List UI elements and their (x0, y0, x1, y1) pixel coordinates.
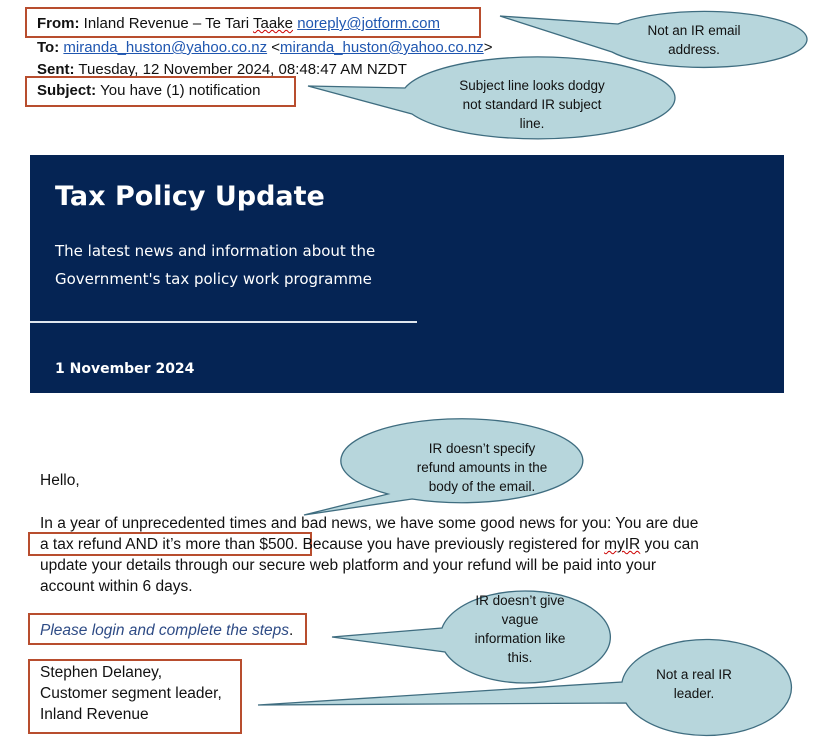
to-label: To: (37, 39, 60, 56)
refund-claim: a tax refund AND it’s more than $500. (40, 536, 299, 553)
callout-vague-line1: IR doesn’t give (475, 593, 565, 608)
callout-refund-line2: refund amounts in the (416, 460, 548, 475)
signature-org: Inland Revenue (40, 706, 149, 723)
myir-word: myIR (604, 536, 641, 553)
callout-subject-line1: Subject line looks dodgy (459, 78, 605, 93)
to-email-link-repeat[interactable]: miranda_huston@yahoo.co.nz (280, 39, 484, 56)
from-name: Inland Revenue – Te Tari (83, 15, 250, 32)
callout-subject-line3: line. (519, 116, 545, 131)
from-label: From: (37, 15, 80, 32)
greeting: Hello, (40, 472, 80, 489)
callout-vague-line4: this. (507, 650, 533, 665)
banner-subtitle-line2: Government's tax policy work programme (55, 270, 372, 288)
callout-leader-line1: Not a real IR (656, 667, 732, 682)
to-close-bracket: > (483, 39, 493, 56)
callout-text-email (612, 21, 776, 59)
sent-value: Tuesday, 12 November 2024, 08:48:47 AM NZDT (78, 61, 407, 78)
banner-date: 1 November 2024 (55, 361, 195, 377)
callout-subject-line2: not standard IR subject (462, 97, 602, 112)
login-period: . (289, 622, 294, 639)
to-open-bracket: < (271, 39, 281, 56)
body-line2-text: Because you have previously registered for (298, 536, 605, 553)
sent-label: Sent: (37, 61, 75, 78)
callout-refund-line1: IR doesn’t specify (428, 441, 536, 456)
to-email-link[interactable]: miranda_huston@yahoo.co.nz (63, 39, 268, 56)
signature-title: Customer segment leader, (40, 685, 222, 702)
banner-title: Tax Policy Update (55, 181, 325, 212)
subject-value: You have (1) notification (100, 82, 261, 99)
from-name-flagged: Taake (252, 15, 294, 32)
body-line1: In a year of unprecedented times and bad news, we have some good news for you: You are due (40, 515, 699, 532)
login-link[interactable]: Please login and complete the steps (40, 622, 290, 639)
body-line3: update your details through our secure web platform and your refund will be paid into your (40, 557, 657, 574)
callout-text-refund (382, 439, 582, 496)
callout-text-subject (412, 76, 652, 133)
banner-subtitle-line1: The latest news and information about the (55, 242, 376, 260)
callout-leader-line2: leader. (673, 686, 715, 701)
callout-text-leader (629, 665, 759, 703)
callout-refund-line3: body of the email. (428, 479, 536, 494)
body-line4: account within 6 days. (40, 578, 193, 595)
subject-label: Subject: (37, 82, 97, 99)
callout-email-line2: address. (668, 42, 720, 57)
callout-text-vague (445, 591, 595, 667)
from-email-link[interactable]: noreply@jotform.com (297, 15, 440, 32)
callout-email-line1: Not an IR email (647, 23, 741, 38)
callout-vague-line2: vague (501, 612, 539, 627)
callout-vague-line3: information like (474, 631, 566, 646)
signature-name: Stephen Delaney, (40, 664, 163, 681)
body-line2-end: you can (640, 536, 699, 553)
